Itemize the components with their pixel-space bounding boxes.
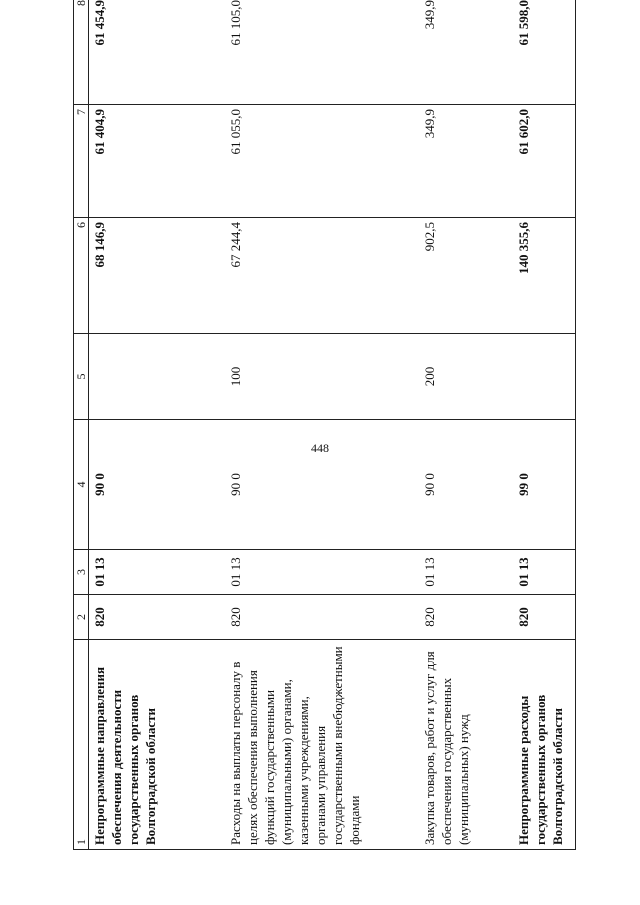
table-header-row	[74, 0, 89, 850]
row-col-6: 68 146,9	[89, 218, 226, 334]
row-name: Непрограммные направления обеспечения деятельности государственных органов Волгоградской области	[89, 640, 226, 850]
row-col-5: 200	[419, 334, 513, 420]
header-col-2: 2	[74, 595, 89, 640]
row-col-5: 100	[225, 334, 419, 420]
rotated-budget-table-page	[73, 0, 565, 850]
header-col-6: 6	[74, 218, 89, 334]
table-row	[89, 0, 226, 850]
row-col-8: 61 105,0	[225, 0, 419, 105]
row-col-3: 01 13	[89, 550, 226, 595]
row-col-8: 61 454,9	[89, 0, 226, 105]
row-col-2: 820	[419, 595, 513, 640]
header-col-3: 3	[74, 550, 89, 595]
table-row	[419, 0, 513, 850]
row-col-8: 349,9	[419, 0, 513, 105]
row-col-7: 61 404,9	[89, 105, 226, 218]
row-col-3: 01 13	[225, 550, 419, 595]
row-col-4: 99 0	[513, 420, 576, 550]
row-col-4: 90 0	[419, 420, 513, 550]
row-col-3: 01 13	[513, 550, 576, 595]
row-col-7: 61 055,0	[225, 105, 419, 218]
row-col-2: 820	[89, 595, 226, 640]
header-col-1: 1	[74, 640, 89, 850]
header-col-4: 4	[74, 420, 89, 550]
table-row	[513, 0, 576, 850]
header-col-7: 7	[74, 105, 89, 218]
page-number: 448	[311, 441, 329, 455]
row-col-2: 820	[225, 595, 419, 640]
row-col-2: 820	[513, 595, 576, 640]
budget-table	[73, 0, 576, 850]
row-col-7: 349,9	[419, 105, 513, 218]
header-col-5: 5	[74, 334, 89, 420]
header-col-8: 8	[74, 0, 89, 105]
row-col-5	[513, 334, 576, 420]
row-col-8: 61 598,0	[513, 0, 576, 105]
row-name: Непрограммные расходы государственных органов Волгоградской области	[513, 640, 576, 850]
row-col-4: 90 0	[225, 420, 419, 550]
row-col-3: 01 13	[419, 550, 513, 595]
row-name: Расходы на выплаты персоналу в целях обеспечения выполнения функций государственными (муниципальными) органами, казенными учреждениями, органами управления государственными внебюджетными фондами	[225, 640, 419, 850]
row-col-4: 90 0	[89, 420, 226, 550]
row-col-5	[89, 334, 226, 420]
row-col-6: 902,5	[419, 218, 513, 334]
row-name: Закупка товаров, работ и услуг для обеспечения государственных (муниципальных) нужд	[419, 640, 513, 850]
row-col-6: 140 355,6	[513, 218, 576, 334]
table-row	[225, 0, 419, 850]
row-col-7: 61 602,0	[513, 105, 576, 218]
row-col-6: 67 244,4	[225, 218, 419, 334]
